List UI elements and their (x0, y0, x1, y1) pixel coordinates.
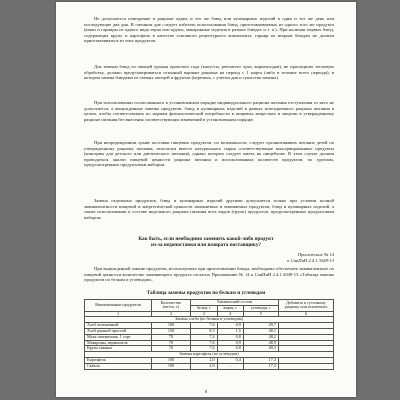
col-num: 1 (85, 311, 152, 317)
cell-carb: 49,3 (243, 346, 278, 352)
cell-protein: 7,4 (191, 334, 218, 340)
cell-name: Макароны, вермишель (85, 340, 152, 346)
cell-carb: 48,1 (243, 328, 278, 334)
section-potato: Замена картофеля (по углеводам) (85, 352, 334, 358)
header-add: Добавить к суточному рациону или исключить (279, 300, 334, 312)
question-line-2: из-за недопоставки или возврата поставщику? (150, 242, 262, 249)
col-num: 3 (191, 311, 218, 317)
cell-fat: 1,5 (217, 328, 243, 334)
cell-name: Крупа манная (85, 346, 152, 352)
cell-carb: 17,3 (243, 363, 278, 369)
header-qty: Количество (нетто, г) (152, 300, 191, 312)
cell-protein: 7,6 (191, 340, 218, 346)
cell-carb: 49,7 (243, 323, 278, 329)
header-carb: углеводы, г (243, 305, 278, 311)
header-chem: Химический состав (191, 300, 279, 306)
paragraph-after-question: При вынужденной замене продуктов, используемых при приготовлении блюда, необходимо обеспечить эквивалентное по пищевой ценности количество заменяющего продукта согласно Приложению № 14 к СанПиН 2.4.1.3049-13 «Таблица замены продуктов по белкам и углеводам». (84, 266, 334, 283)
question-line-1: Как быть, если необходимо заменить какой-либо продукт (138, 236, 274, 242)
paragraph-5: Замена отдельных продуктов, блюд и кулинарных изделий другими допускается только при условии полной эквивалентности пищевой и энергетической ценности заменяемых и заменяемых продуктов, блюд и кулинарных изделий, а также использовании в составе недельного рациона питания всех видов (групп) продуктов, предусмотренных продуктовым набором. (84, 198, 334, 220)
cell-protein: 2,0 (191, 357, 218, 363)
cell-add (279, 363, 334, 369)
question-heading (56, 236, 356, 248)
cell-fat: 0,8 (217, 334, 243, 340)
cell-carb: 17,3 (243, 357, 278, 363)
cell-carb: 48,2 (243, 334, 278, 340)
col-num: 2 (152, 311, 191, 317)
cell-protein: 8,3 (191, 328, 218, 334)
section-bread: Замена хлеба (по белкам и углеводам) (85, 317, 334, 323)
col-num: 4 (217, 311, 243, 317)
appendix-regulation: к СанПиН 2.4.1.3049-13 (287, 257, 334, 263)
cell-qty: 190 (152, 363, 191, 369)
cell-fat: 0,8 (217, 346, 243, 352)
col-num: 6 (279, 311, 334, 317)
paragraph-3: При использовании согласованного в установленном порядке индивидуального рациона питания отступления от него не допускается, а вынужденные замены продуктов, блюд и кулинарных изделий в рамках повседневного рациона питания в целом, чтобы соответствовать по нормам физиологической потребности в пищевых веществах и энергии в утвержденному рационе питания без внесения соответствующих изменений в установленном порядке. (84, 100, 334, 122)
cell-qty: 70 (152, 340, 191, 346)
cell-name: Хлеб пшеничный (85, 323, 152, 329)
cell-protein: 2,9 (191, 363, 218, 369)
cell-qty: 100 (152, 323, 191, 329)
header-name: Наименование продуктов (85, 300, 152, 312)
table-row (85, 363, 334, 369)
header-fat: жиры, г (217, 305, 243, 311)
paragraph-2: Для замены блюд из овощей урожая прошлого года (капусты, репчатого лука, корнеплодов), не прошедших тепловую обработку, должно предусматриваться сезонный вариант рациона на период с 1 марта (либо в течение всего периода), в котором замена блюдами из свежих овощей и фруктов (перечень, с учетом дня и сушества замены). (84, 64, 334, 81)
appendix-reference (287, 252, 334, 263)
page-number: 8 (204, 389, 208, 394)
cell-qty: 150 (152, 328, 191, 334)
cell-name: Мука пшеничная, 1 сорт (85, 334, 152, 340)
cell-protein: 7,6 (191, 323, 218, 329)
substitution-table (84, 299, 334, 370)
cell-qty: 70 (152, 346, 191, 352)
paragraph-1: Не допускается повторение в рационе одних и тех же блюд или кулинарных изделий в один и тот же день или последующие два дня. В сменном дне следует избегать использования блюд, приготавливаемых из одного того же продукта (каши и гарниры из одного вида зерна или крупы, макаронные изделия в разных блюдах и т. п.). При наличии первых блюд, содержащих крупу и картофель в качестве основного рецептурного компонента, гарнир ко вторым блюдам не должен приготавливаться из этих продуктов. (84, 16, 334, 44)
cell-name: Картофель (85, 357, 152, 363)
cell-fat: 0,9 (217, 323, 243, 329)
table-title: Таблица замены продуктов по белкам и углеводам (146, 290, 266, 296)
col-num: 5 (243, 311, 278, 317)
cell-fat: – (217, 363, 243, 369)
document-page (56, 2, 356, 397)
cell-protein: 7,6 (191, 346, 218, 352)
cell-qty: 100 (152, 357, 191, 363)
appendix-number: Приложение № 14 (297, 252, 334, 257)
paragraph-4: При непредвиденном срыве поставки пищевых продуктов, по возможности, следует организовывать питание детей по утвержденному рациону питания, используя вместо натурального сырья соответствующие консервированные продукты (консервы для детского или диетического питания), однако которых следует иметь на пищеблоке. В этом случае должен проводиться анализ пищевой ценности рациона питания и использованных количеств продуктов, по группам, предусмотренных продуктовым набором. (84, 140, 334, 168)
cell-name: Хлеб ржаной простой (85, 328, 152, 334)
cell-name: Свёкла (85, 363, 152, 369)
cell-carb: 48,9 (243, 340, 278, 346)
cell-fat: 0,4 (217, 357, 243, 363)
header-protein: белки, г (191, 305, 218, 311)
cell-fat: 0,9 (217, 340, 243, 346)
cell-qty: 70 (152, 334, 191, 340)
